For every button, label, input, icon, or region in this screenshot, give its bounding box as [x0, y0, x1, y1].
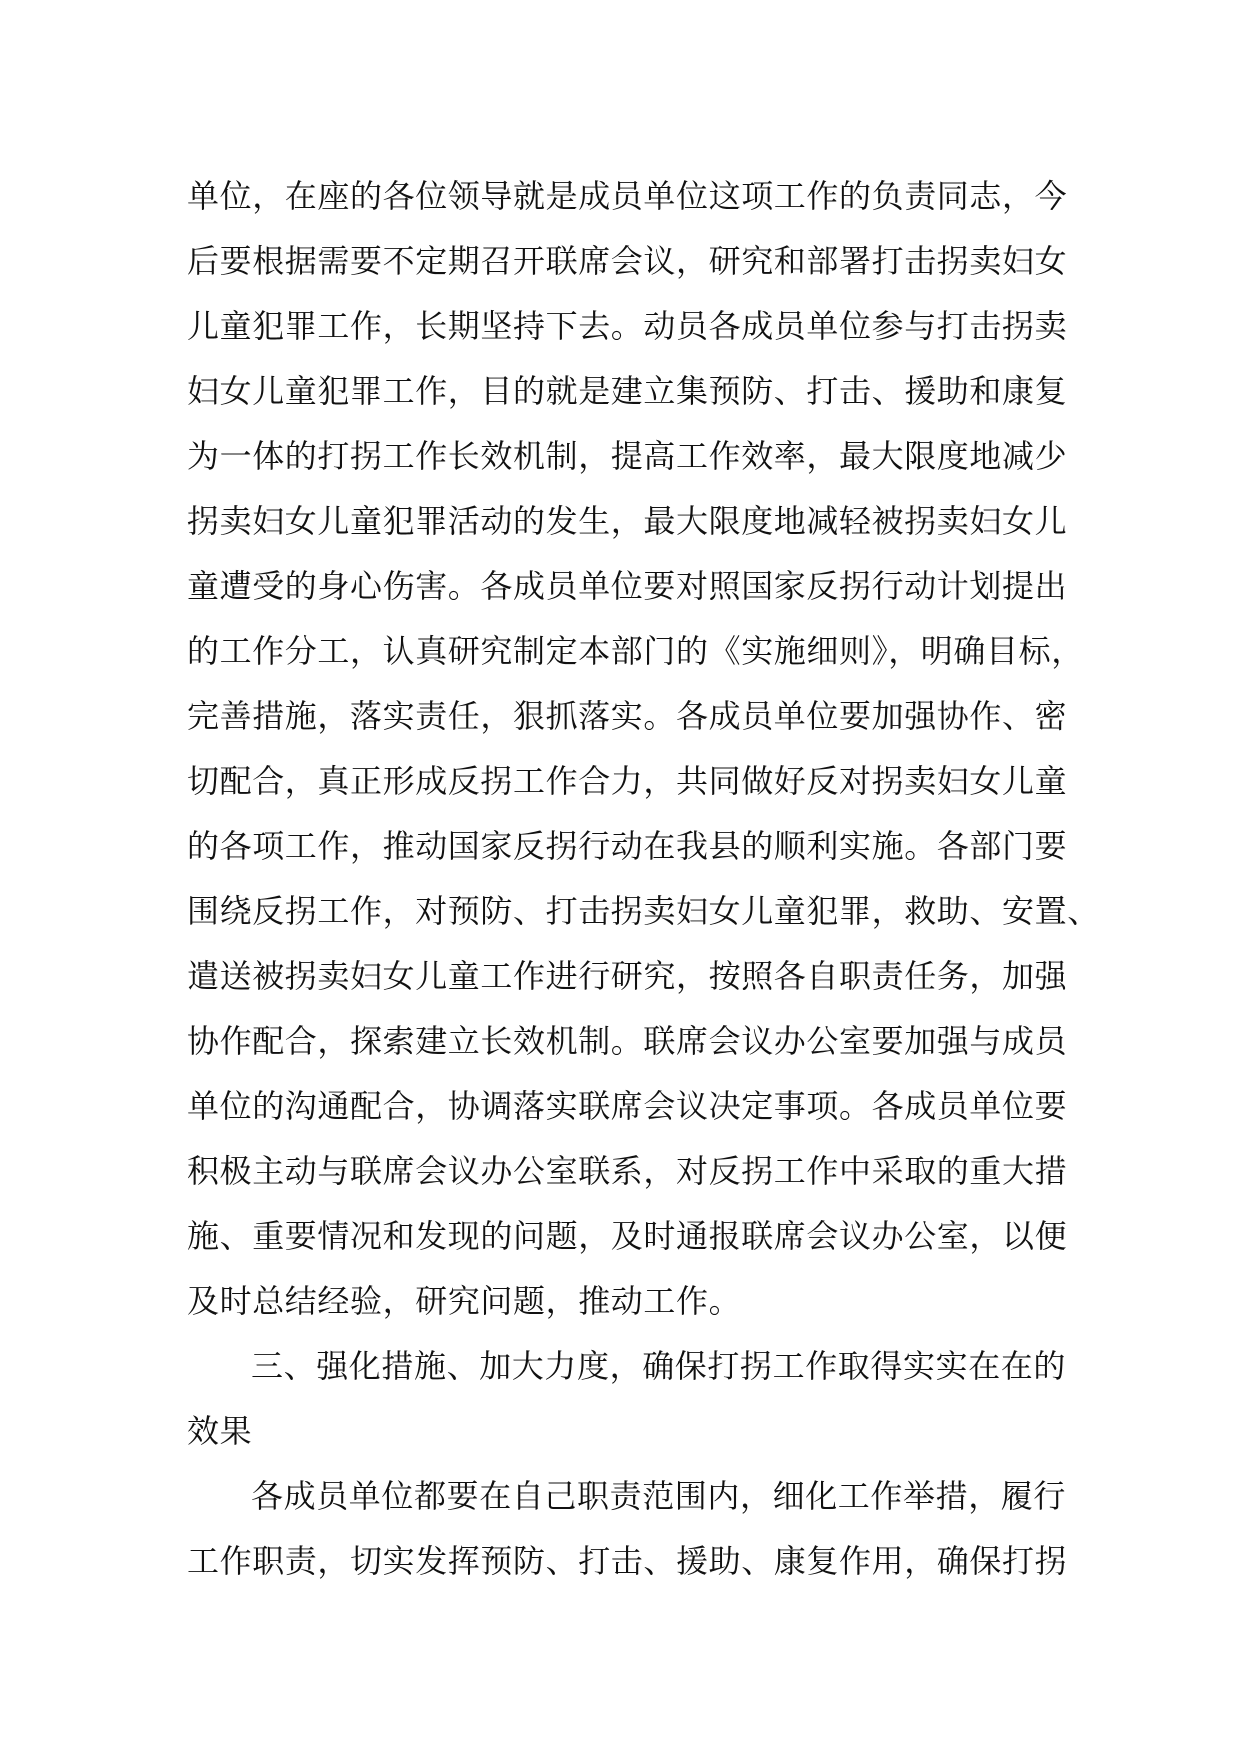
- heading-line: 效果: [187, 1412, 253, 1450]
- text-line: 及时总结经验，研究问题，推动工作。: [187, 1282, 742, 1320]
- text-line: 童遭受的身心伤害。各成员单位要对照国家反拐行动计划提出: [187, 567, 1068, 605]
- heading-line: 三、强化措施、加大力度，确保打拐工作取得实实在在的: [251, 1347, 1067, 1385]
- section-heading: [187, 1334, 1087, 1464]
- text-line: 拐卖妇女儿童犯罪活动的发生，最大限度地减轻被拐卖妇女儿: [187, 502, 1068, 540]
- text-line: 工作职责，切实发挥预防、打击、援助、康复作用，确保打拐: [187, 1542, 1068, 1580]
- text-line: 单位，在座的各位领导就是成员单位这项工作的负责同志，今: [187, 177, 1068, 215]
- document-body: [187, 164, 1100, 1594]
- paragraph-continuation: [187, 164, 1100, 1334]
- text-line: 的工作分工，认真研究制定本部门的《实施细则》，明确目标，: [187, 632, 1084, 670]
- text-line: 积极主动与联席会议办公室联系，对反拐工作中采取的重大措: [187, 1152, 1068, 1190]
- text-line: 围绕反拐工作，对预防、打击拐卖妇女儿童犯罪，救助、安置、: [187, 892, 1100, 930]
- text-line: 遣送被拐卖妇女儿童工作进行研究，按照各自职责任务，加强: [187, 957, 1068, 995]
- paragraph: [187, 1464, 1087, 1594]
- text-line: 切配合，真正形成反拐工作合力，共同做好反对拐卖妇女儿童: [187, 762, 1068, 800]
- text-line: 儿童犯罪工作，长期坚持下去。动员各成员单位参与打击拐卖: [187, 307, 1068, 345]
- text-line: 各成员单位都要在自己职责范围内，细化工作举措，履行: [251, 1477, 1067, 1515]
- text-line: 的各项工作，推动国家反拐行动在我县的顺利实施。各部门要: [187, 827, 1068, 865]
- text-line: 协作配合，探索建立长效机制。联席会议办公室要加强与成员: [187, 1022, 1068, 1060]
- text-line: 为一体的打拐工作长效机制，提高工作效率，最大限度地减少: [187, 437, 1068, 475]
- text-line: 单位的沟通配合，协调落实联席会议决定事项。各成员单位要: [187, 1087, 1068, 1125]
- text-line: 后要根据需要不定期召开联席会议，研究和部署打击拐卖妇女: [187, 242, 1068, 280]
- text-line: 妇女儿童犯罪工作，目的就是建立集预防、打击、援助和康复: [187, 372, 1068, 410]
- text-line: 施、重要情况和发现的问题，及时通报联席会议办公室，以便: [187, 1217, 1068, 1255]
- text-line: 完善措施，落实责任，狠抓落实。各成员单位要加强协作、密: [187, 697, 1068, 735]
